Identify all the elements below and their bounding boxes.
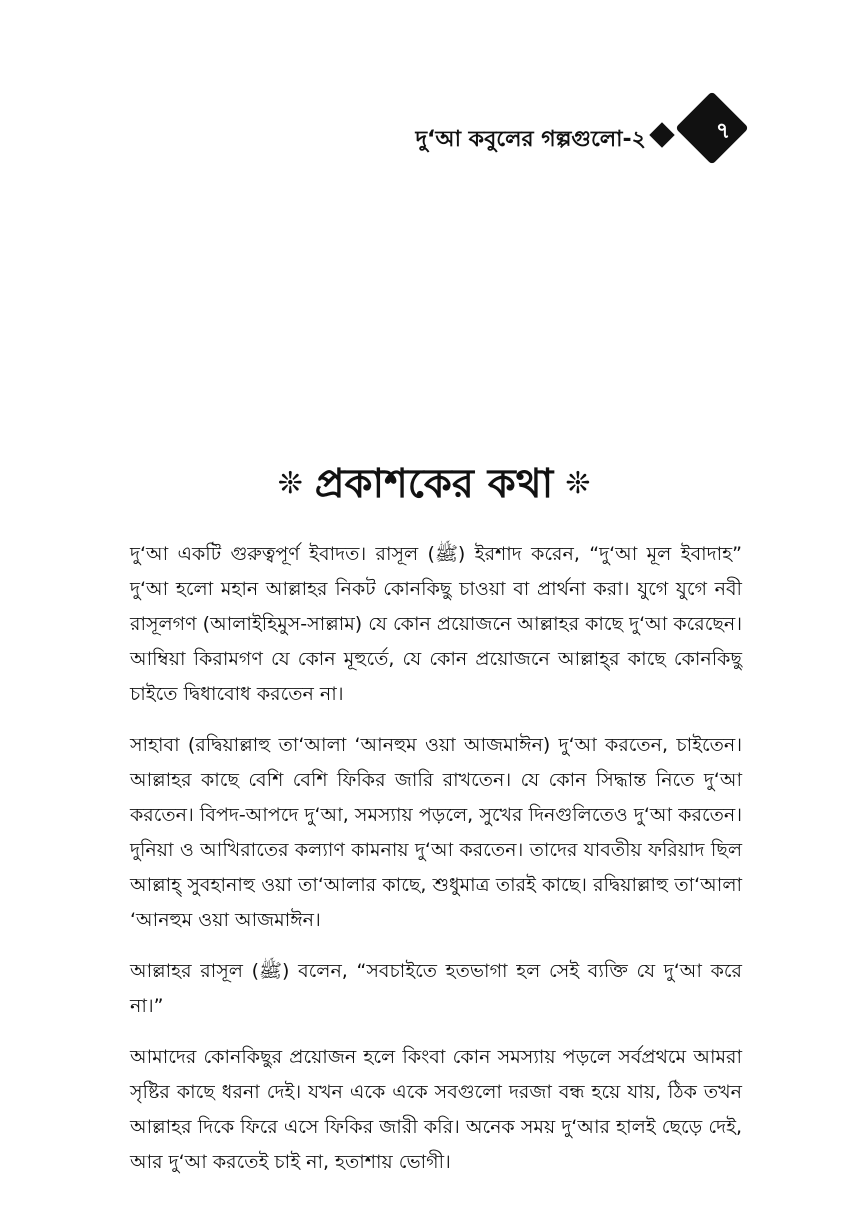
page-number: ৭ xyxy=(715,119,731,144)
paragraph-3: আল্লাহর রাসূল (ﷺ) বলেন, “সবচাইতে হতভাগা হল সেই ব্যক্তি যে দু‘আ করে না।” xyxy=(130,960,742,1017)
paragraph-4: আমাদের কোনকিছুর প্রয়োজন হলে কিংবা কোন সমস্যায় পড়লে সর্বপ্রথমে আমরা সৃষ্টির কাছে ধরনা দেই। যখন একে একে সবগুলো দরজা বন্ধ হয়ে যায়, ঠিক তখন আল্লাহর দিকে ফিরে এসে ফিকির জারী করি। অনেক সময় দু‘আর হালই ছেড়ে দেই, আর দু‘আ করতেই চাই না, হতাশায় ভোগী। xyxy=(130,1046,742,1173)
ornament-left-icon: ❊ xyxy=(277,466,303,501)
page-header xyxy=(0,96,868,176)
ornament-right-icon: ❊ xyxy=(565,466,591,501)
running-title: দু‘আ কবুলের গল্পগুলো-২ xyxy=(415,127,646,152)
small-diamond-ornament xyxy=(649,122,674,147)
section-title: প্রকাশকের কথা xyxy=(314,461,554,507)
paragraph-2: সাহাবা (রদ্বিয়াল্লাহু তা‘আলা ‘আনহুম ওয়া আজমাঈন) দু‘আ করতেন, চাইতেন। আল্লাহর কাছে বেশি বেশি ফিকির জারি রাখতেন। যে কোন সিদ্ধান্ত নিতে দু‘আ করতেন। বিপদ-আপদে দু‘আ, সমস্যায় পড়লে, সুখের দিনগুলিতেও দু‘আ করতেন। দুনিয়া ও আখিরাতের কল্যাণ কামনায় দু‘আ করতেন। তাদের যাবতীয় ফরিয়াদ ছিল আল্লাহ্‌ সুবহানাহু ওয়া তা‘আলার কাছে, শুধুমাত্র তারই কাছে। রদ্বিয়াল্লাহু তা‘আলা ‘আনহুম ওয়া আজমাঈন। xyxy=(130,734,742,931)
paragraph-1: দু‘আ একটি গুরুত্বপূর্ণ ইবাদত। রাসূল (ﷺ) ইরশাদ করেন, “দু‘আ মূল ইবাদাহ” দু‘আ হলো মহান আল্লাহর নিকট কোনকিছু চাওয়া বা প্রার্থনা করা। যুগে যুগে নবী রাসূলগণ (আলাইহিমুস-সাল্লাম) যে কোন প্রয়োজনে আল্লাহর কাছে দু‘আ করেছেন। আম্বিয়া কিরামগণ যে কোন মূহুর্তে, যে কোন প্রয়োজনে আল্লাহ্‌র কাছে কোনকিছু চাইতে দ্বিধাবোধ করতেন না। xyxy=(130,543,742,705)
section-heading xyxy=(0,452,868,519)
body-text xyxy=(130,537,742,1196)
